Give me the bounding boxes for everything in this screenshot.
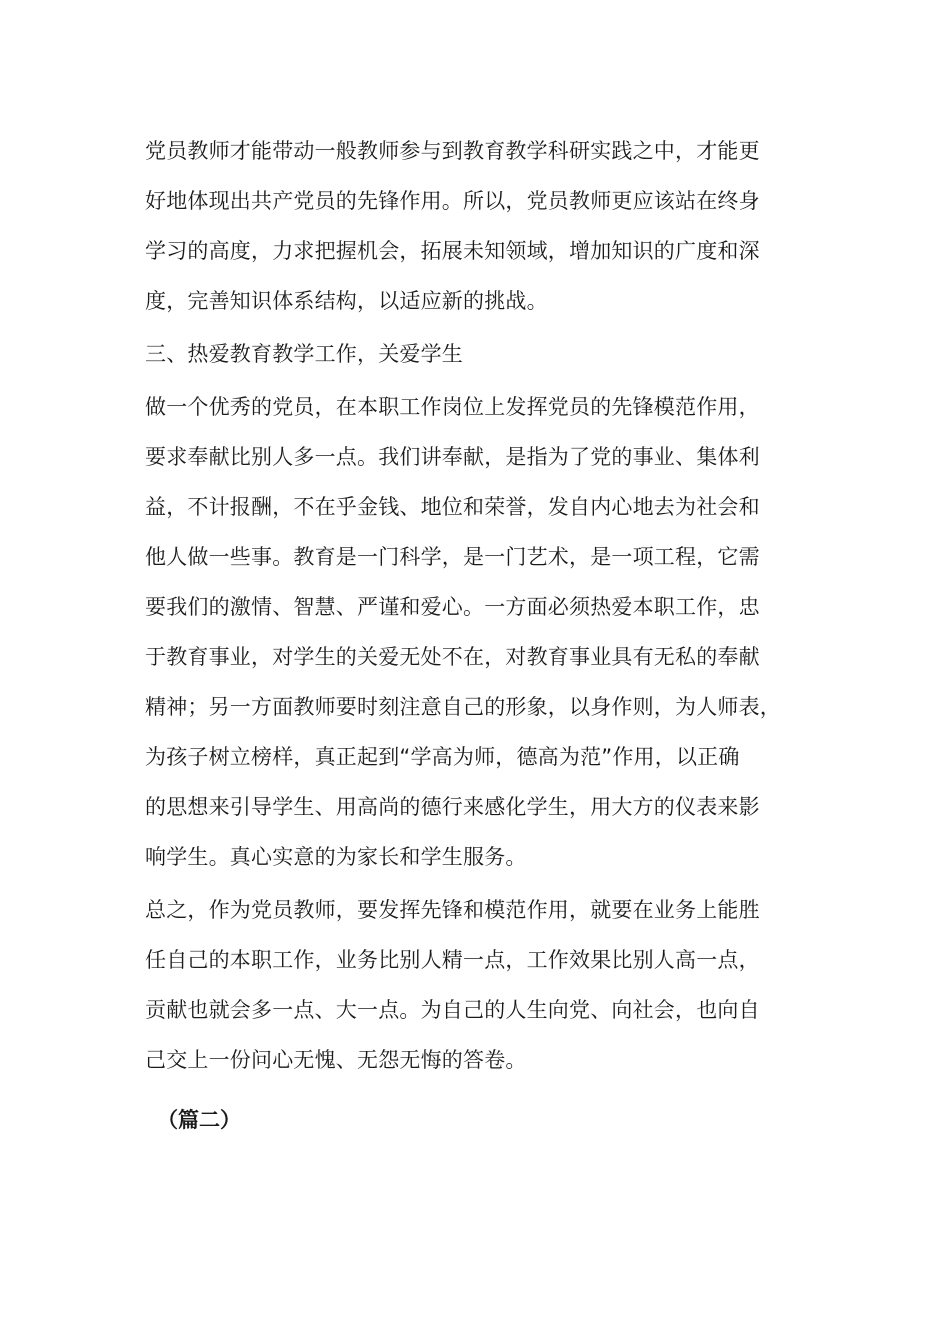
text-line: 贡献也就会多一点、大一点。为自己的人生向党、向社会，也向自 [145, 998, 760, 1022]
text-line: 要我们的激情、智慧、严谨和爱心。一方面必须热爱本职工作，忠 [145, 595, 760, 619]
text-line: 总之，作为党员教师，要发挥先锋和模范作用，就要在业务上能胜 [145, 898, 760, 922]
text-line: 响学生。真心实意的为家长和学生服务。 [145, 845, 527, 869]
document-body [145, 126, 805, 1145]
text-line: 度，完善知识体系结构，以适应新的挑战。 [145, 289, 548, 313]
text-line: 要求奉献比别人多一点。我们讲奉献，是指为了党的事业、集体利 [145, 445, 760, 469]
text-line: 做一个优秀的党员，在本职工作岗位上发挥党员的先锋模范作用， [145, 395, 760, 419]
text-line: 益，不计报酬，不在乎金钱、地位和荣誉，发自内心地去为社会和 [145, 495, 760, 519]
text-line: 为孩子树立榜样，真正起到“学高为师，德高为范”作用，以正确 [145, 745, 740, 769]
part-heading: （篇二） [157, 1108, 241, 1132]
text-line: 于教育事业，对学生的关爱无处不在，对教育事业具有无私的奉献 [145, 645, 760, 669]
section-heading: 三、热爱教育教学工作，关爱学生 [145, 342, 463, 366]
text-line: 学习的高度，力求把握机会，拓展未知领域，增加知识的广度和深 [145, 239, 760, 263]
paragraph-continuation [145, 126, 805, 326]
text-line: 精神；另一方面教师要时刻注意自己的形象，以身作则，为人师表， [145, 695, 781, 719]
text-line: 的思想来引导学生、用高尚的德行来感化学生，用大方的仪表来影 [145, 795, 760, 819]
text-line: 他人做一些事。教育是一门科学，是一门艺术，是一项工程，它需 [145, 545, 760, 569]
paragraph-dedication [145, 382, 805, 882]
text-line: 己交上一份问心无愧、无怨无悔的答卷。 [145, 1048, 527, 1072]
text-line: 党员教师才能带动一般教师参与到教育教学科研实践之中，才能更 [145, 139, 760, 163]
paragraph-conclusion [145, 885, 805, 1085]
text-line: 好地体现出共产党员的先锋作用。所以，党员教师更应该站在终身 [145, 189, 760, 213]
text-line: 任自己的本职工作，业务比别人精一点，工作效果比别人高一点， [145, 948, 760, 972]
